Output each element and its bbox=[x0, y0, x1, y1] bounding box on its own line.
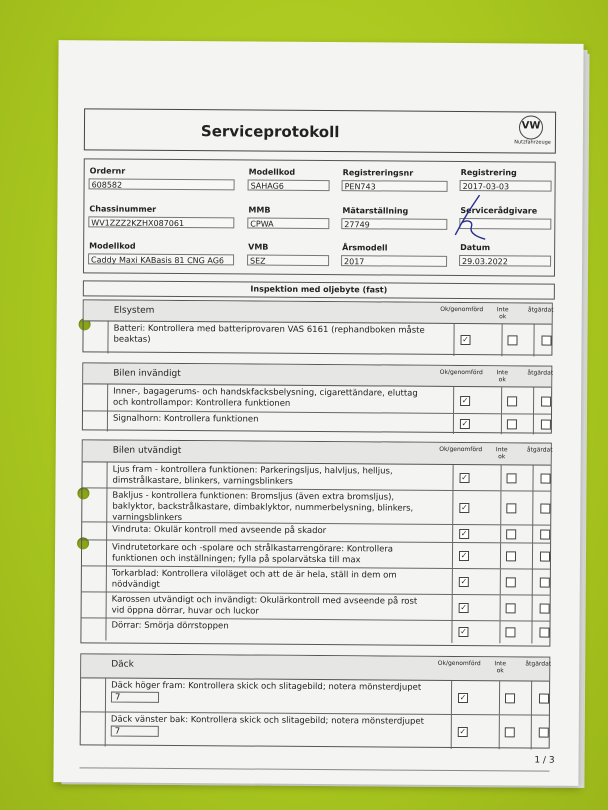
inte-ok-checkbox[interactable] bbox=[507, 419, 517, 429]
col-header-ok: Ok/genomförd bbox=[440, 305, 484, 314]
column-divider bbox=[499, 681, 500, 714]
ok-checkbox[interactable]: ✓ bbox=[462, 335, 469, 345]
column-divider bbox=[533, 387, 534, 413]
checklist-row-text bbox=[113, 414, 431, 427]
checklist-row-label: Vindrutetorkare och -spolare och strålkastarrengörare: Kontrollera funktionen och inställningen; fylla på spolarvätska till max bbox=[111, 542, 394, 566]
atgardat-checkbox[interactable] bbox=[541, 397, 551, 407]
service-document bbox=[53, 40, 583, 786]
column-divider bbox=[532, 569, 533, 594]
column-divider bbox=[499, 715, 500, 749]
column-divider bbox=[452, 525, 453, 542]
checklist-row-label: Karossen utvändigt och invändigt: Okulärkontroll med avseende på rost vid öppna dörrar, huvar och luckor bbox=[111, 594, 418, 617]
column-divider bbox=[500, 465, 501, 490]
column-divider bbox=[532, 525, 533, 542]
atgardat-checkbox[interactable] bbox=[541, 336, 551, 346]
checklist-row-text bbox=[111, 715, 429, 740]
section-elsystem bbox=[82, 299, 552, 355]
column-divider bbox=[106, 523, 107, 540]
atgardat-checkbox[interactable] bbox=[539, 728, 549, 738]
page-number: 1 / 3 bbox=[534, 755, 555, 766]
modellkod-field: SAHAG6 bbox=[248, 179, 330, 191]
signature-scribble bbox=[451, 193, 487, 243]
checklist-row bbox=[81, 678, 549, 715]
checklist-row-label: Ljus fram - kontrollera funktionen: Parkeringsljus, halvljus, helljus, dimstrålkastare, blinkers, varningsblinkers bbox=[112, 464, 393, 487]
tread-depth-field[interactable]: 7 bbox=[111, 726, 159, 737]
column-divider bbox=[500, 543, 501, 568]
column-divider bbox=[531, 621, 532, 643]
modellkod2-field: Caddy Maxi KABasis 81 CNG AG6 bbox=[88, 253, 234, 265]
column-divider bbox=[107, 385, 108, 411]
ok-checkbox[interactable]: ✓ bbox=[460, 626, 467, 637]
ok-checkbox[interactable]: ✓ bbox=[460, 528, 468, 539]
col-header-atgardat: åtgärdat bbox=[527, 369, 554, 377]
checklist-row-text bbox=[112, 525, 430, 538]
col-header-inte-ok: Inte ok bbox=[496, 306, 509, 321]
column-divider bbox=[453, 414, 454, 434]
checklist-row-text bbox=[112, 491, 430, 526]
checklist-row bbox=[83, 384, 551, 414]
chassinummer-field: WV1ZZZ2KZHX087061 bbox=[88, 216, 234, 228]
column-divider bbox=[532, 491, 533, 524]
page-title: Serviceprotokoll bbox=[200, 122, 340, 142]
column-divider bbox=[451, 621, 452, 643]
column-divider bbox=[105, 679, 106, 712]
inte-ok-checkbox[interactable] bbox=[505, 693, 515, 703]
checklist-row bbox=[82, 566, 550, 595]
checklist-row-label: Batteri: Kontrollera med batteriprovaren VAS 6161 (rephandboken måste beaktas) bbox=[113, 323, 425, 345]
tread-depth-field[interactable]: 7 bbox=[111, 692, 159, 703]
checklist-row-text bbox=[112, 595, 430, 619]
atgardat-checkbox[interactable] bbox=[540, 604, 550, 614]
section-bilen-invandigt bbox=[82, 362, 552, 433]
inte-ok-checkbox[interactable] bbox=[506, 529, 516, 539]
col-header-inte-ok: Inte ok bbox=[495, 446, 508, 461]
column-divider bbox=[452, 491, 453, 524]
col-header-ok: Ok/genomförd bbox=[439, 445, 483, 454]
section-title: Bilen invändigt bbox=[113, 368, 181, 380]
column-divider bbox=[533, 414, 534, 434]
checklist-row bbox=[82, 540, 550, 569]
checklist-row bbox=[82, 592, 550, 621]
column-divider bbox=[532, 465, 533, 490]
ok-checkbox[interactable]: ✓ bbox=[461, 418, 469, 429]
checklist-row-text bbox=[112, 569, 430, 593]
ok-checkbox[interactable]: ✓ bbox=[460, 502, 468, 513]
checklist-row-text bbox=[113, 324, 431, 348]
ordernr-field: 608582 bbox=[89, 178, 235, 190]
inte-ok-checkbox[interactable] bbox=[506, 503, 516, 513]
column-divider bbox=[501, 414, 502, 434]
datum-field: 29.03.2022 bbox=[459, 255, 551, 267]
column-divider bbox=[107, 322, 108, 354]
column-divider bbox=[532, 595, 533, 620]
atgardat-checkbox[interactable] bbox=[541, 474, 551, 484]
checklist-row-label: Däck höger fram: Kontrollera skick och slitagebild; notera mönsterdjupet bbox=[111, 680, 422, 693]
checklist-row bbox=[81, 712, 549, 749]
mmb-label: MMB bbox=[248, 205, 271, 215]
ok-checkbox[interactable]: ✓ bbox=[461, 472, 468, 483]
col-header-atgardat: åtgärdat bbox=[525, 660, 552, 668]
checklist-row-text bbox=[111, 621, 429, 634]
inte-ok-checkbox[interactable] bbox=[507, 473, 517, 483]
inte-ok-checkbox[interactable] bbox=[506, 603, 516, 613]
inte-ok-checkbox[interactable] bbox=[506, 577, 516, 587]
checklist-row-label: Vindruta: Okulär kontroll med avseende på skador bbox=[112, 524, 327, 537]
brand-subtitle: Nutzfahrzeuge bbox=[514, 139, 551, 146]
column-divider bbox=[452, 465, 453, 490]
ok-checkbox[interactable]: ✓ bbox=[460, 550, 468, 561]
chassinummer-label: Chassinummer bbox=[89, 204, 157, 214]
inte-ok-checkbox[interactable] bbox=[506, 551, 516, 561]
section-header bbox=[83, 440, 551, 465]
checklist-row-label: Torkarblad: Kontrollera viloläget och att de är hela, ställ in dem om nödvändigt bbox=[111, 568, 397, 590]
checklist-row-label: Dörrar: Smörja dörrstoppen bbox=[111, 620, 229, 632]
column-divider bbox=[453, 324, 454, 356]
inte-ok-checkbox[interactable] bbox=[507, 335, 517, 345]
column-divider bbox=[452, 595, 453, 620]
atgardat-checkbox[interactable] bbox=[540, 578, 550, 588]
column-divider bbox=[500, 569, 501, 594]
inte-ok-checkbox[interactable] bbox=[505, 727, 515, 737]
column-divider bbox=[105, 619, 106, 641]
registreringsnr-label: Registreringsnr bbox=[342, 168, 414, 178]
registreringsnr-field: PEN743 bbox=[342, 180, 448, 192]
datum-label: Datum bbox=[460, 242, 491, 253]
column-divider bbox=[501, 387, 502, 413]
column-divider bbox=[451, 715, 452, 749]
matarstallning-field: 27749 bbox=[341, 218, 447, 230]
column-divider bbox=[500, 491, 501, 524]
section-title: Däck bbox=[111, 659, 134, 670]
checklist-row bbox=[82, 488, 550, 525]
column-divider bbox=[532, 543, 533, 568]
column-divider bbox=[106, 541, 107, 566]
column-divider bbox=[531, 681, 532, 714]
col-header-ok: Ok/genomförd bbox=[437, 659, 481, 668]
column-divider bbox=[452, 543, 453, 568]
vmb-field: SEZ bbox=[247, 254, 329, 266]
column-divider bbox=[107, 412, 108, 432]
checklist-row-label: Däck vänster bak: Kontrollera skick och slitagebild; notera mönsterdjupet bbox=[110, 714, 425, 727]
arsmodell-label: Årsmodell bbox=[342, 243, 388, 253]
checklist-row bbox=[83, 411, 551, 434]
column-divider bbox=[453, 387, 454, 413]
column-divider bbox=[533, 324, 534, 356]
ok-checkbox[interactable]: ✓ bbox=[459, 726, 467, 737]
column-divider bbox=[105, 713, 106, 747]
checklist-row-text bbox=[113, 387, 431, 411]
matarstallning-label: Mätarställning bbox=[342, 206, 409, 216]
modellkod-label: Modellkod bbox=[248, 167, 296, 177]
section-dack bbox=[80, 653, 551, 748]
registrering-field: 2017-03-03 bbox=[460, 180, 552, 192]
registrering-label: Registrering bbox=[460, 167, 517, 178]
column-divider bbox=[501, 324, 502, 356]
column-divider bbox=[500, 595, 501, 620]
footer-divider bbox=[80, 767, 550, 771]
checklist-row-label: Bakljus - kontrollera funktionen: Bromsljus (även extra bromsljus), baklyktor, backstrålkastare, dimbaklyktor, nummerbelysning, blinkers, varningsblinkers bbox=[112, 490, 414, 524]
section-bilen-utvandigt bbox=[80, 439, 551, 646]
checklist-row-text bbox=[111, 681, 429, 706]
checklist-row-text bbox=[112, 543, 430, 567]
vmb-label: VMB bbox=[248, 242, 269, 252]
atgardat-checkbox[interactable] bbox=[541, 420, 551, 430]
ok-checkbox[interactable]: ✓ bbox=[460, 602, 468, 613]
atgardat-checkbox[interactable] bbox=[539, 628, 549, 638]
checklist-row bbox=[82, 462, 550, 491]
servicerad-label: Servicerådgivare bbox=[460, 205, 538, 216]
inspection-title: Inspektion med oljebyte (fast) bbox=[83, 280, 555, 299]
ordernr-label: Ordernr bbox=[89, 166, 126, 176]
checklist-row bbox=[83, 321, 551, 356]
column-divider bbox=[531, 715, 532, 749]
section-title: Bilen utvändigt bbox=[112, 445, 182, 457]
column-divider bbox=[499, 621, 500, 643]
col-header-ok: Ok/genomförd bbox=[439, 368, 483, 377]
col-header-inte-ok: Inte ok bbox=[494, 660, 507, 675]
column-divider bbox=[106, 593, 107, 618]
section-header bbox=[81, 654, 552, 681]
checklist-row bbox=[81, 618, 549, 643]
column-divider bbox=[106, 567, 107, 592]
atgardat-checkbox[interactable] bbox=[539, 694, 549, 704]
section-title: Elsystem bbox=[113, 305, 155, 316]
atgardat-checkbox[interactable] bbox=[540, 552, 550, 562]
column-divider bbox=[106, 489, 107, 522]
ok-checkbox[interactable]: ✓ bbox=[460, 576, 468, 587]
col-header-inte-ok: Inte ok bbox=[496, 369, 509, 384]
checklist-row-label: Inner-, bagagerums- och handskfacksbelysning, cigarettändare, eluttag och kontrollampor: Kontrollera funktionen bbox=[113, 386, 418, 409]
ok-checkbox[interactable]: ✓ bbox=[459, 692, 467, 703]
column-divider bbox=[451, 681, 452, 714]
inte-ok-checkbox[interactable] bbox=[507, 396, 517, 406]
ok-checkbox[interactable]: ✓ bbox=[461, 395, 469, 406]
col-header-atgardat: åtgärdat bbox=[527, 306, 554, 314]
modellkod2-label: Modellkod bbox=[89, 241, 136, 251]
column-divider bbox=[106, 463, 107, 488]
column-divider bbox=[500, 525, 501, 542]
checklist-row-label: Signalhorn: Kontrollera funktionen bbox=[112, 413, 259, 425]
atgardat-checkbox[interactable] bbox=[540, 504, 550, 514]
mmb-field: CPWA bbox=[247, 217, 329, 229]
inte-ok-checkbox[interactable] bbox=[505, 627, 515, 637]
arsmodell-field: 2017 bbox=[341, 255, 447, 267]
atgardat-checkbox[interactable] bbox=[540, 530, 550, 540]
checklist-row-text bbox=[112, 465, 430, 489]
col-header-atgardat: åtgärdat bbox=[526, 446, 553, 454]
column-divider bbox=[452, 569, 453, 594]
vw-logo-icon: VW bbox=[519, 115, 543, 139]
title-box bbox=[84, 108, 556, 153]
